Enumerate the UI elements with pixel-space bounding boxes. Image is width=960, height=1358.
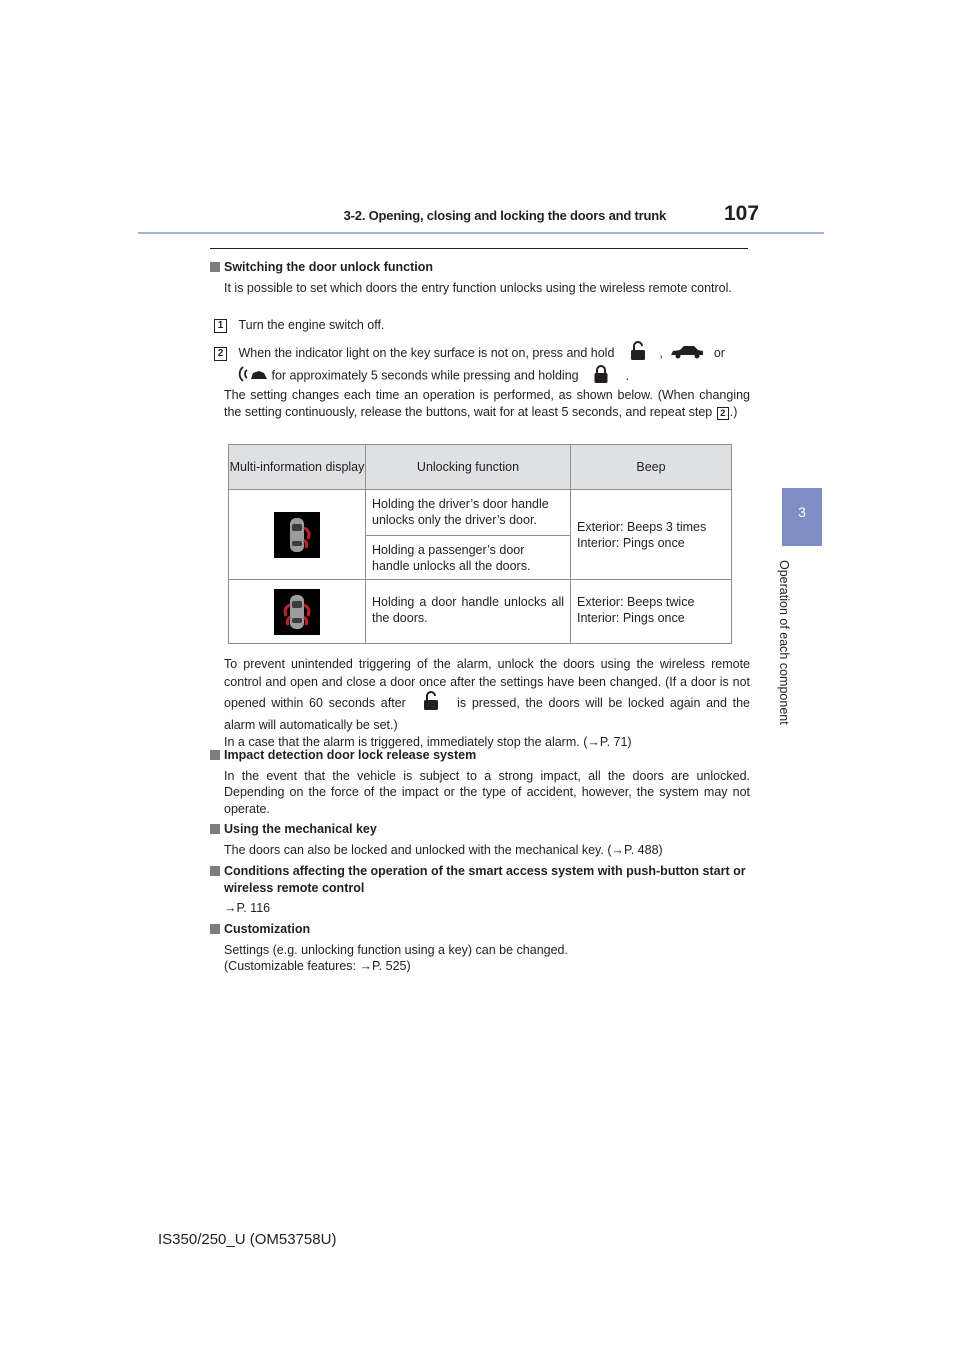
- panic-icon: [238, 365, 268, 388]
- alarm-note: To prevent unintended triggering of the alarm, unlock the doors using the wireless remote control and open and close a door once after the settings have been changed. (If a door is not opened within 60 seconds after is pressed, the doors will be locked again and the alarm will automatically be set.) In a case that the alarm is triggered, immediately stop the alarm. (→P. 71): [224, 657, 750, 749]
- car-driver-door-icon: [274, 512, 320, 558]
- lock-icon: [594, 364, 608, 389]
- impact-section: Impact detection door lock release system In the event that the vehicle is subject to a strong impact, all the doors are unlocked. Depending on the force of the impact or the type of accident, however, the system may not operate.: [210, 747, 750, 817]
- car-all-doors-icon: [274, 589, 320, 635]
- beep-cell: Exterior: Beeps 3 times Interior: Pings once: [571, 490, 732, 580]
- display-cell: [229, 490, 366, 580]
- content-rule: [210, 248, 748, 249]
- square-bullet-icon: [210, 924, 220, 934]
- square-bullet-icon: [210, 262, 220, 272]
- mechanical-key-section: Using the mechanical key The doors can also be locked and unlocked with the mechanical key. (→P. 488): [210, 821, 750, 858]
- step-reference: 2: [717, 407, 729, 420]
- footer-model: IS350/250_U (OM53758U): [158, 1231, 337, 1248]
- step-number: 1: [214, 319, 227, 333]
- header-rule: [138, 232, 824, 234]
- unlocking-function-cell: Holding a door handle unlocks all the doors.: [366, 580, 571, 644]
- customization-section: Customization Settings (e.g. unlocking function using a key) can be changed. (Customizable features: →P. 525): [210, 921, 750, 975]
- section-title: 3-2. Opening, closing and locking the doors and trunk: [343, 208, 666, 223]
- trunk-icon: [670, 343, 704, 364]
- door-unlock-intro: It is possible to set which doors the entry function unlocks using the wireless remote control.: [224, 280, 732, 295]
- beep-cell: Exterior: Beeps twice Interior: Pings once: [571, 580, 732, 644]
- step-2: 2 When the indicator light on the key surface is not on, press and hold , or: [214, 341, 750, 366]
- chapter-label: Operation of each component: [777, 560, 791, 725]
- table-row: [229, 490, 732, 536]
- table-header: Multi-information display: [229, 445, 366, 490]
- unlocking-function-cell: Holding the driver’s door handle unlocks only the driver’s door.: [366, 490, 571, 536]
- step-text: Turn the engine switch off.: [238, 318, 385, 332]
- door-unlock-section: [210, 259, 750, 296]
- square-bullet-icon: [210, 750, 220, 760]
- setting-note: The setting changes each time an operation is performed, as shown below. (When changing the setting continuously, release the buttons, wait for at least 5 seconds, and repeat step 2 .): [224, 388, 750, 419]
- table-header: Beep: [571, 445, 732, 490]
- unlock-icon: [423, 691, 439, 716]
- table-header-row: [229, 445, 732, 490]
- step-text: When the indicator light on the key surface is not on, press and hold: [238, 345, 615, 360]
- step-number: 2: [214, 347, 227, 361]
- table-row: [229, 580, 732, 644]
- square-bullet-icon: [210, 866, 220, 876]
- page-number: 107: [724, 202, 760, 225]
- unlock-settings-table: [228, 444, 732, 644]
- conditions-section: Conditions affecting the operation of the smart access system with push-button start or wireless remote control →P. 116: [210, 863, 750, 917]
- square-bullet-icon: [210, 824, 220, 834]
- step-2-continued: for approximately 5 seconds while pressing and holding .: [214, 364, 750, 389]
- unlock-icon: [630, 341, 646, 366]
- chapter-tab: 3: [782, 488, 822, 546]
- unlocking-function-cell: Holding a passenger’s door handle unlocks all the doors.: [366, 536, 571, 580]
- step-1: [214, 317, 750, 334]
- table-header: Unlocking function: [366, 445, 571, 490]
- door-unlock-heading: Switching the door unlock function: [210, 259, 750, 276]
- display-cell: [229, 580, 366, 644]
